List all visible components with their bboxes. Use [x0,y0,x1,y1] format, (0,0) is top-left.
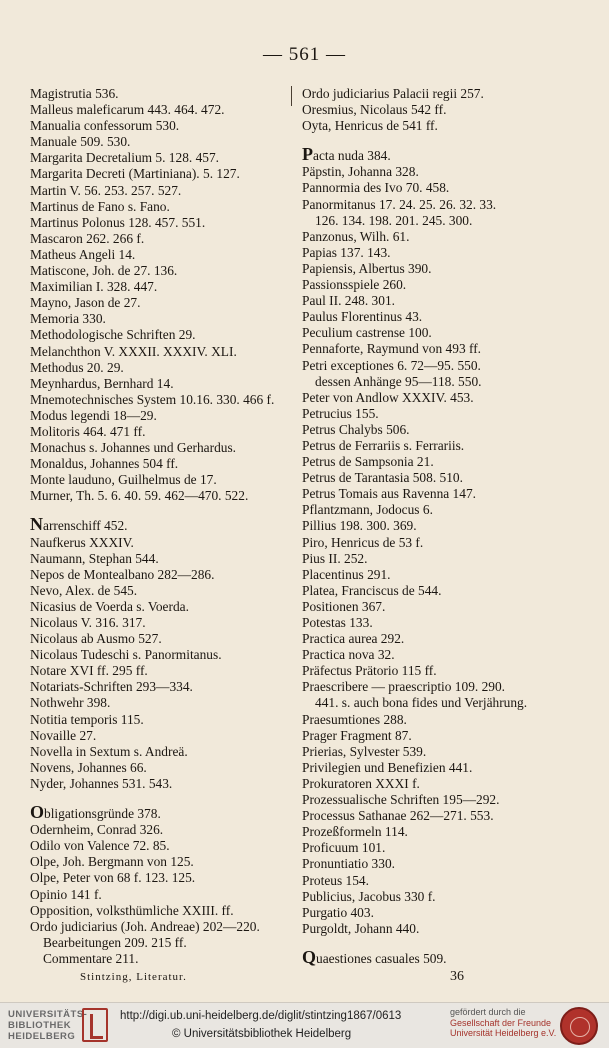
index-entry: Nepos de Montealbano 282—286. [30,566,215,582]
index-group-p [302,146,587,937]
index-entry: dessen Anhänge 95—118. 550. [315,373,482,389]
index-entry: Commentare 211. [43,950,139,966]
index-entry: Novella in Sextum s. Andreä. [30,743,188,759]
index-entry: Petrus de Sampsonia 21. [302,454,434,470]
index-entry: Monte lauduno, Guilhelmus de 17. [30,472,217,488]
index-entry: Prierias, Sylvester 539. [302,743,427,759]
index-entry: Paul II. 248. 301. [302,293,395,309]
index-group-m [30,86,285,504]
index-entry: Practica nova 32. [302,647,395,663]
index-entry: Maximilian I. 328. 447. [30,279,158,295]
sponsor-text: gefördert durch die Gesellschaft der Freunde Universität Heidelberg e.V. [450,1007,557,1038]
index-entry: Manualia confessorum 530. [30,118,180,134]
left-index-column [30,86,285,985]
index-entry: Odernheim, Conrad 326. [30,822,164,838]
index-entry: Modus legendi 18—29. [30,407,157,423]
index-entry: Petrus de Tarantasia 508. 510. [302,470,463,486]
index-entry: Oresmius, Nicolaus 542 ff. [302,102,447,118]
signature-mark: Stintzing, Literatur. [80,970,187,983]
index-entry: Martin V. 56. 253. 257. 527. [30,182,182,198]
index-entry: Monaldus, Johannes 504 ff. [30,456,179,472]
index-entry: Processus Sathanae 262—271. 553. [302,808,494,824]
index-entry: Panzonus, Wilh. 61. [302,228,410,244]
index-entry: Olpe, Joh. Bergmann von 125. [30,854,194,870]
index-entry: Practica aurea 292. [302,631,405,647]
index-entry: Manuale 509. 530. [30,134,131,150]
index-entry: Prager Fragment 87. [302,727,412,743]
index-entry: Obligationsgründe 378. [30,802,161,823]
index-entry: Opinio 141 f. [30,886,102,902]
index-entry: Matiscone, Joh. de 27. 136. [30,263,178,279]
index-entry: Purgatio 403. [302,904,374,920]
index-entry: Oyta, Henricus de 541 ff. [302,118,438,134]
index-entry: Naufkerus XXXIV. [30,534,134,550]
index-entry: Quaestiones casuales 509. [302,946,447,967]
index-entry: Pacta nuda 384. [302,144,391,165]
index-entry: Notitia temporis 115. [30,711,144,727]
index-group-n [30,516,285,792]
index-entry: Petrucius 155. [302,405,379,421]
index-entry: Paulus Florentinus 43. [302,309,423,325]
index-entry: Pannormia des Ivo 70. 458. [302,180,450,196]
index-entry: Olpe, Peter von 68 f. 123. 125. [30,870,196,886]
index-entry: Nicolaus Tudeschi s. Panormitanus. [30,647,222,663]
index-group-q [302,946,587,967]
index-entry: 441. s. auch bona fides und Verjährung. [315,695,528,711]
index-entry: Päpstin, Johanna 328. [302,164,419,180]
index-entry: Privilegien und Benefizien 441. [302,759,473,775]
index-entry: Magistrutia 536. [30,86,119,101]
index-entry: Notare XVI ff. 295 ff. [30,663,148,679]
index-entry: Petrus de Ferrariis s. Ferrariis. [302,437,465,453]
copyright-notice: © Universitätsbibliothek Heidelberg [172,1028,352,1040]
index-entry: Mayno, Jason de 27. [30,295,141,311]
university-name: UNIVERSITÄTS- BIBLIOTHEK HEIDELBERG [8,1009,88,1042]
index-entry: Purgoldt, Johann 440. [302,920,420,936]
index-entry: Martinus Polonus 128. 457. 551. [30,214,206,230]
index-entry: Petrus Tomais aus Ravenna 147. [302,486,476,502]
page-number: — 561 — [263,44,346,65]
index-entry: Praesumtiones 288. [302,711,407,727]
index-entry: Pennaforte, Raymund von 493 ff. [302,341,482,357]
index-entry: Opposition, volksthümliche XXIII. ff. [30,902,234,918]
index-entry: Nicasius de Voerda s. Voerda. [30,598,189,614]
university-logo-icon [82,1008,108,1042]
index-entry: Präfectus Prätorio 115 ff. [302,663,437,679]
index-entry: Murner, Th. 5. 6. 40. 59. 462—470. 522. [30,488,249,504]
index-entry: Papiensis, Albertus 390. [302,260,432,276]
index-entry: 126. 134. 198. 201. 245. 300. [315,212,473,228]
index-entry: Notariats-Schriften 293—334. [30,679,193,695]
index-entry: Matheus Angeli 14. [30,246,136,262]
index-entry: Prozeßformeln 114. [302,824,408,840]
index-entry: Nyder, Johannes 531. 543. [30,775,173,791]
index-entry: Odilo von Valence 72. 85. [30,838,170,854]
index-entry: Publicius, Jacobus 330 f. [302,888,436,904]
index-entry: Methodologische Schriften 29. [30,327,196,343]
index-entry: Melanchthon V. XXXII. XXXIV. XLI. [30,343,237,359]
index-entry: Meynhardus, Bernhard 14. [30,375,174,391]
index-entry: Mnemotechnisches System 10.16. 330. 466 f. [30,391,275,407]
index-entry: Margarita Decretalium 5. 128. 457. [30,150,220,166]
index-entry: Pius II. 252. [302,550,368,566]
index-entry: Pflantzmann, Jodocus 6. [302,502,433,518]
index-entry: Piro, Henricus de 53 f. [302,534,424,550]
index-entry: Prozessualische Schriften 195—292. [302,792,500,808]
index-entry: Memoria 330. [30,311,106,327]
source-url-link[interactable]: http://digi.ub.uni-heidelberg.de/diglit/stintzing1867/0613 [120,1010,402,1022]
index-entry: Nevo, Alex. de 545. [30,582,138,598]
signature-number: 36 [450,968,464,984]
index-entry: Papias 137. 143. [302,244,391,260]
column-divider [291,86,292,106]
index-entry: Methodus 20. 29. [30,359,124,375]
index-entry: Prokuratoren XXXI f. [302,775,420,791]
library-footer [0,1002,609,1048]
index-entry: Margarita Decreti (Martiniana). 5. 127. [30,166,240,182]
index-entry: Pillius 198. 300. 369. [302,518,417,534]
index-entry: Panormitanus 17. 24. 25. 26. 32. 33. [302,196,497,212]
index-entry: Mascaron 262. 266 f. [30,230,145,246]
index-entry: Platea, Franciscus de 544. [302,582,442,598]
index-group-o [30,804,285,967]
index-entry: Bearbeitungen 209. 215 ff. [43,934,187,950]
index-entry: Passionsspiele 260. [302,277,407,293]
index-entry: Nothwehr 398. [30,695,111,711]
index-entry: Martinus de Fano s. Fano. [30,198,170,214]
index-entry: Malleus maleficarum 443. 464. 472. [30,102,225,118]
sponsor-seal-icon [560,1007,598,1045]
index-entry: Molitoris 464. 471 ff. [30,423,146,439]
index-entry: Peter von Andlow XXXIV. 453. [302,389,474,405]
index-entry: Placentinus 291. [302,566,391,582]
index-entry: Narrenschiff 452. [30,514,128,535]
index-entry: Proteus 154. [302,872,369,888]
index-entry: Pronuntiatio 330. [302,856,395,872]
index-entry: Ordo judiciarius Palacii regii 257. [302,86,484,101]
index-entry: Positionen 367. [302,598,386,614]
index-entry: Proficuum 101. [302,840,386,856]
index-entry: Petri exceptiones 6. 72—95. 550. [302,357,481,373]
index-entry: Petrus Chalybs 506. [302,421,410,437]
index-entry: Novaille 27. [30,727,97,743]
index-entry: Naumann, Stephan 544. [30,550,159,566]
index-group-o-cont [302,86,587,134]
index-entry: Nicolaus ab Ausmo 527. [30,631,162,647]
index-entry: Peculium castrense 100. [302,325,432,341]
index-entry: Nicolaus V. 316. 317. [30,615,146,630]
index-entry: Potestas 133. [302,615,373,630]
index-entry: Ordo judiciarius (Joh. Andreae) 202—220. [30,918,260,934]
index-entry: Monachus s. Johannes und Gerhardus. [30,440,237,456]
right-index-column [302,86,587,985]
index-entry: Praescribere — praescriptio 109. 290. [302,679,506,695]
index-entry: Novens, Johannes 66. [30,759,147,775]
